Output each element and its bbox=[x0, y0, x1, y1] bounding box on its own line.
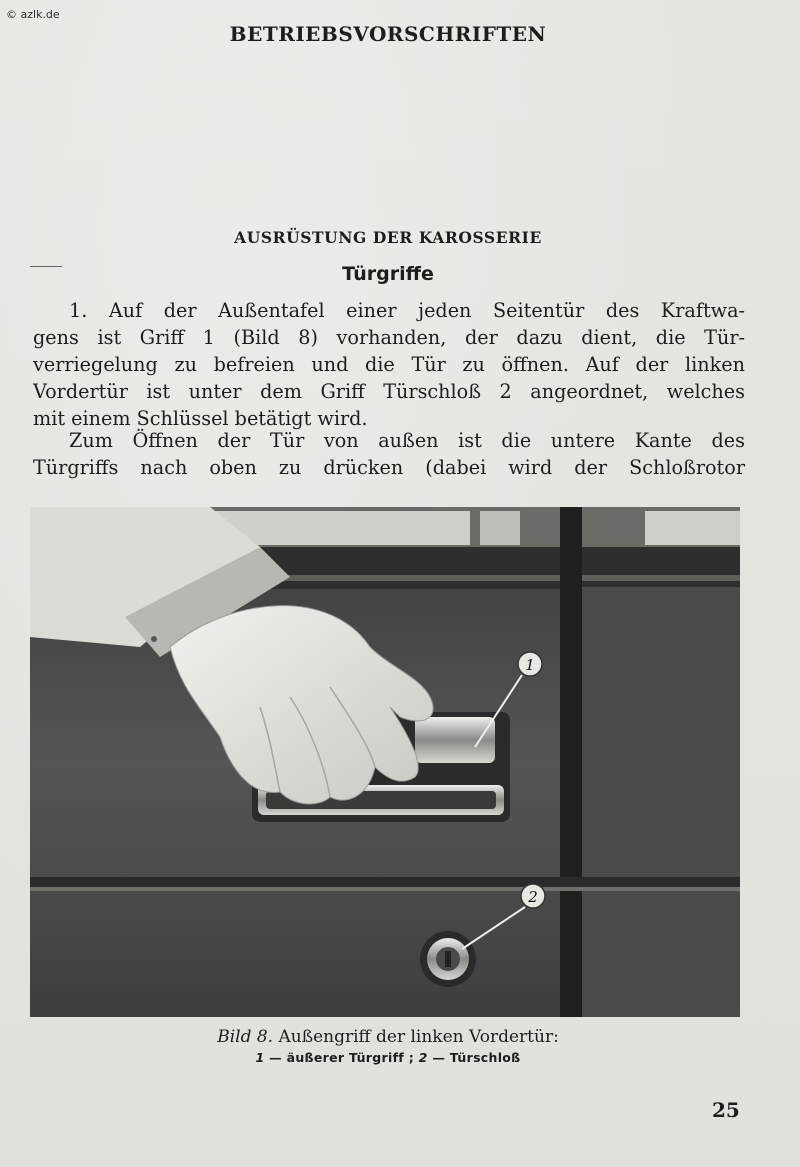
legend-text-1: — äußerer Türgriff ; bbox=[269, 1050, 414, 1065]
running-head: BETRIEBSVORSCHRIFTEN bbox=[229, 22, 547, 46]
paragraph-2 bbox=[33, 427, 745, 481]
legend-number-1: 1 bbox=[255, 1050, 265, 1065]
paragraph-line: gens ist Griff 1 (Bild 8) vorhanden, der dazu dient, die Tür- bbox=[33, 326, 745, 349]
paragraph-line: Türgriffs nach oben zu drücken (dabei wird der Schloßrotor bbox=[33, 456, 745, 479]
sub-title: Türgriffe bbox=[342, 263, 434, 285]
page-number: 25 bbox=[712, 1098, 740, 1122]
paragraph-line: Zum Öffnen der Tür von außen ist die untere Kante des bbox=[69, 429, 745, 452]
callout-label-2: 2 bbox=[528, 888, 538, 906]
figure-caption bbox=[0, 1027, 776, 1047]
legend-number-2: 2 bbox=[418, 1050, 428, 1065]
callout-label-1: 1 bbox=[525, 656, 535, 674]
legend-text-2: — Türschloß bbox=[432, 1050, 521, 1065]
paragraph-line: 1. Auf der Außentafel einer jeden Seitentür des Kraftwa- bbox=[69, 299, 745, 322]
figure-legend bbox=[0, 1050, 776, 1065]
paragraph-line: verriegelung zu befreien und die Tür zu öffnen. Auf der linken bbox=[33, 353, 745, 376]
watermark: © azlk.de bbox=[6, 8, 60, 21]
section-title: AUSRÜSTUNG DER KAROSSERIE bbox=[234, 228, 542, 247]
figure-door-handle-photo bbox=[30, 507, 740, 1017]
caption-text: Außengriff der linken Vordertür: bbox=[278, 1027, 559, 1047]
paragraph-1 bbox=[33, 297, 745, 432]
paragraph-line: Vordertür ist unter dem Griff Türschloß 2 angeordnet, welches bbox=[33, 380, 745, 403]
caption-label: Bild 8. bbox=[217, 1027, 274, 1047]
paragraph-line: mit einem Schlüssel betätigt wird. bbox=[33, 407, 368, 430]
photo-illustration bbox=[30, 507, 740, 1017]
